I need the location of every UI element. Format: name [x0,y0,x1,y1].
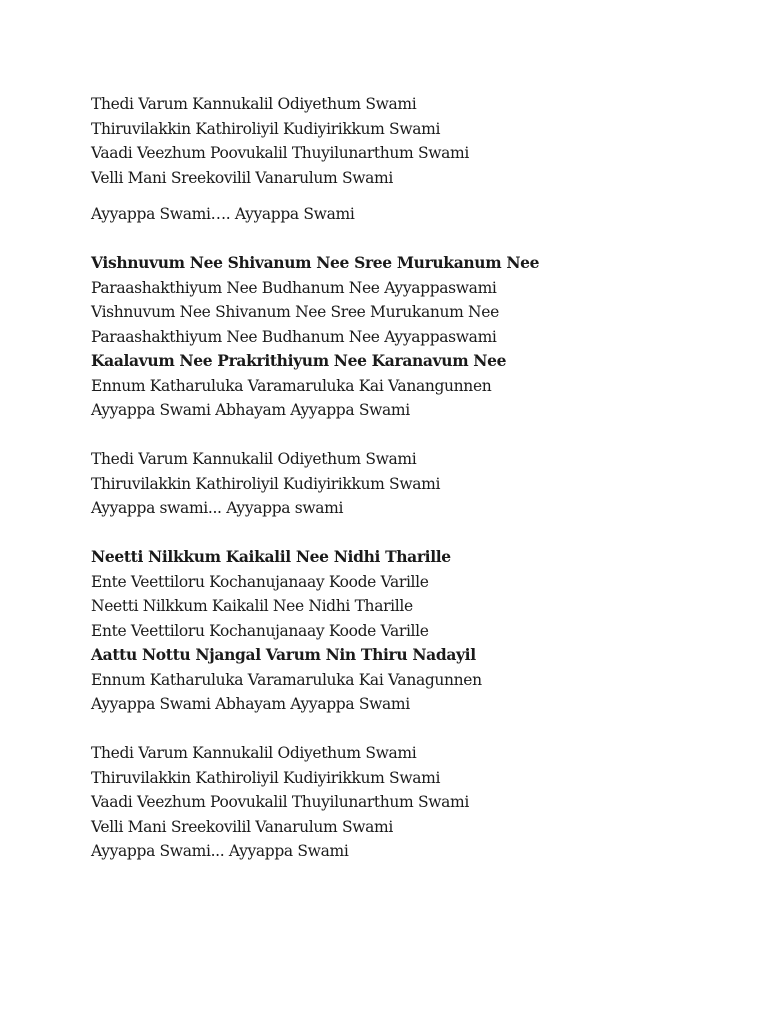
lyric-line: Thiruvilakkin Kathiroliyil Kudiyirikkum Swami [91,119,441,138]
lyric-line: Paraashakthiyum Nee Budhanum Nee Ayyappaswami [91,327,497,346]
lyric-line: Paraashakthiyum Nee Budhanum Nee Ayyappaswami [91,278,497,297]
lyric-line-bold: Vishnuvum Nee Shivanum Nee Sree Murukanum Nee [91,253,540,272]
lyric-line: Ennum Katharuluka Varamaruluka Kai Vanangunnen [91,376,492,395]
lyric-line: Velli Mani Sreekovilil Vanarulum Swami [91,817,394,836]
stanza-5 [91,545,731,717]
lyric-line: Ennum Katharuluka Varamaruluka Kai Vanagunnen [91,670,482,689]
stanza-spacer [91,227,731,252]
lyric-line: Thedi Varum Kannukalil Odiyethum Swami [91,450,417,468]
lyric-line: Ente Veettiloru Kochanujanaay Koode Varille [91,572,429,591]
lyric-line-bold: Aattu Nottu Njangal Varum Nin Thiru Nadayil [91,645,476,664]
lyric-line: Ayyappa Swami... Ayyappa Swami [91,842,349,860]
lyric-line: Vaadi Veezhum Poovukalil Thuyilunarthum Swami [91,793,470,811]
lyric-line: Thedi Varum Kannukalil Odiyethum Swami [91,95,417,113]
stanza-4 [91,447,731,521]
lyric-line: Ayyappa Swami…. Ayyappa Swami [91,205,355,223]
stanza-spacer [91,717,731,742]
stanza-3 [91,251,731,423]
lyric-line: Ayyappa Swami Abhayam Ayyappa Swami [91,695,410,713]
stanza-spacer [91,423,731,448]
lyric-line: Ayyappa swami... Ayyappa swami [91,499,344,517]
lyric-line: Thiruvilakkin Kathiroliyil Kudiyirikkum Swami [91,474,441,493]
lyric-line: Thiruvilakkin Kathiroliyil Kudiyirikkum Swami [91,768,441,787]
stanza-spacer [91,190,731,202]
stanza-6 [91,741,731,864]
lyric-line: Neetti Nilkkum Kaikalil Nee Nidhi Tharille [91,597,413,615]
lyric-line: Ayyappa Swami Abhayam Ayyappa Swami [91,401,410,419]
lyric-line: Ente Veettiloru Kochanujanaay Koode Varille [91,621,429,640]
stanza-spacer [91,521,731,546]
lyric-line: Thedi Varum Kannukalil Odiyethum Swami [91,744,417,762]
lyrics-body [91,92,731,864]
stanza-1 [91,92,731,190]
lyric-line-bold: Kaalavum Nee Prakrithiyum Nee Karanavum Nee [91,351,507,370]
lyric-line: Velli Mani Sreekovilil Vanarulum Swami [91,168,394,187]
stanza-2 [91,202,731,227]
lyric-line: Vaadi Veezhum Poovukalil Thuyilunarthum Swami [91,144,470,162]
lyric-line-bold: Neetti Nilkkum Kaikalil Nee Nidhi Tharille [91,547,451,566]
lyric-line: Vishnuvum Nee Shivanum Nee Sree Murukanum Nee [91,303,499,321]
